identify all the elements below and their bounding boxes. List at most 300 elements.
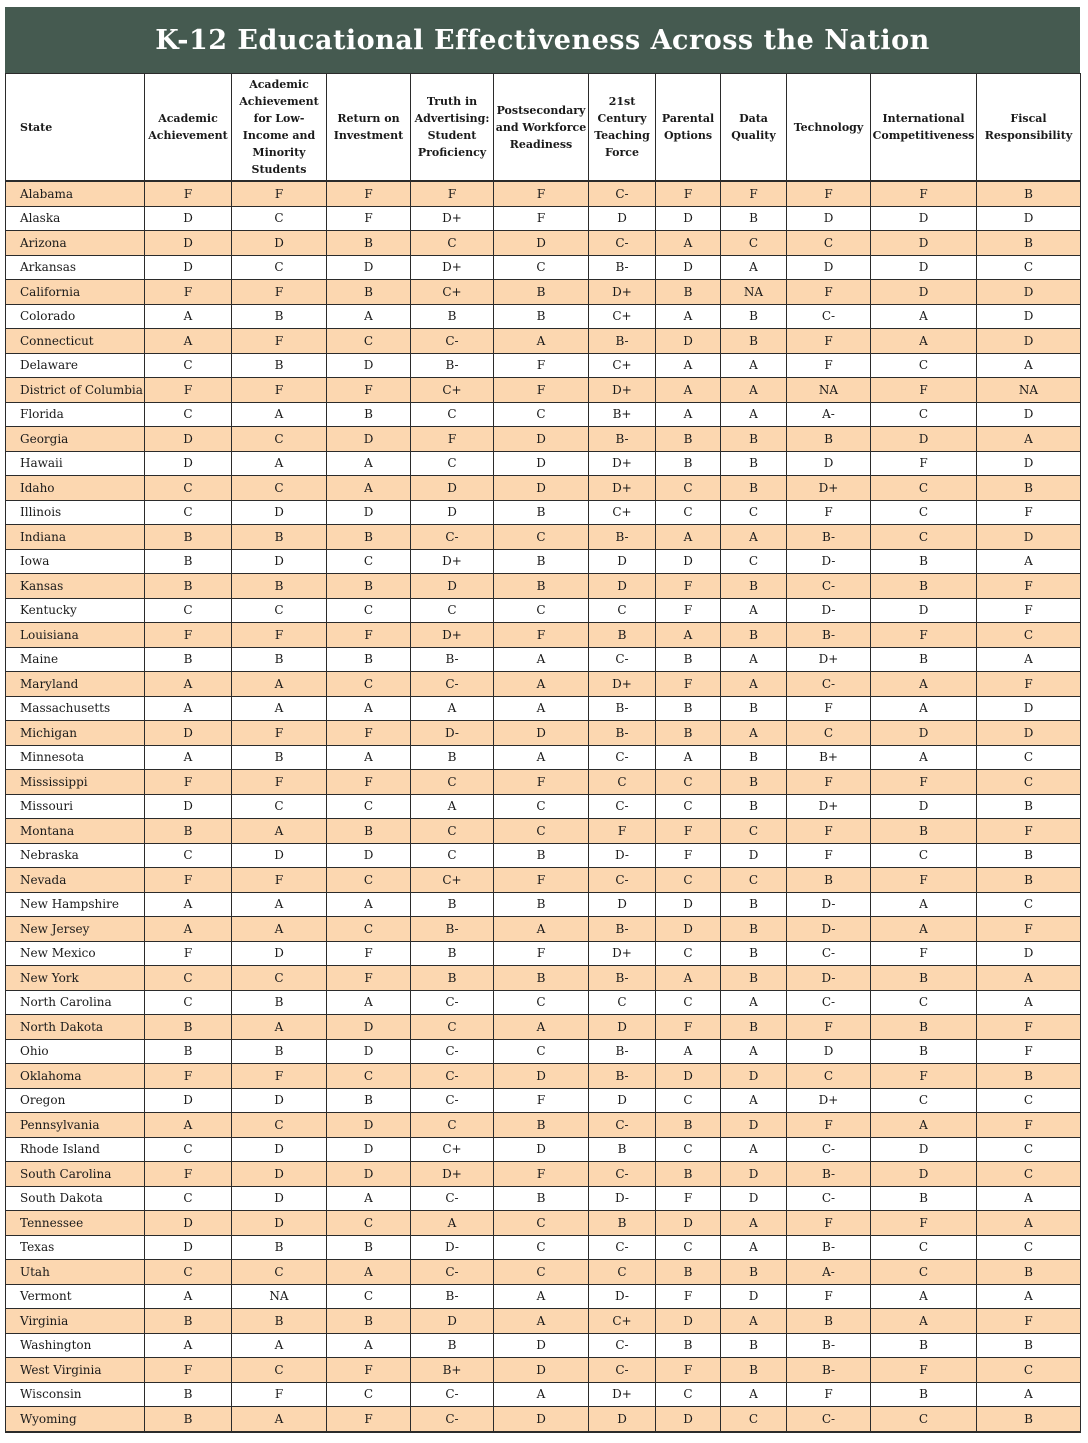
grade-cell: C- [787, 1186, 871, 1211]
grade-cell: F [977, 1015, 1081, 1040]
grade-cell: D [871, 1162, 977, 1187]
grade-cell: C- [589, 1358, 656, 1383]
state-name-cell: Arkansas [6, 255, 145, 280]
table-row [6, 819, 1081, 844]
table-row [6, 1284, 1081, 1309]
state-name-cell: New York [6, 966, 145, 991]
grade-cell: C [656, 941, 721, 966]
state-name-cell: Minnesota [6, 745, 145, 770]
grade-cell: A [721, 1137, 787, 1162]
grade-cell: A [232, 917, 327, 942]
grade-cell: B [977, 1333, 1081, 1358]
grade-cell: A [656, 525, 721, 550]
grade-cell: B [721, 329, 787, 354]
grade-cell: F [327, 378, 411, 403]
state-name-cell: Mississippi [6, 770, 145, 795]
grade-cell: C [977, 892, 1081, 917]
grade-cell: C [232, 206, 327, 231]
grade-cell: C- [589, 1162, 656, 1187]
grade-cell: C- [411, 525, 494, 550]
grade-cell: B [232, 990, 327, 1015]
grade-cell: F [977, 598, 1081, 623]
grade-cell: A [977, 1284, 1081, 1309]
grade-cell: F [787, 1211, 871, 1236]
grade-cell: D [232, 500, 327, 525]
grade-cell: F [145, 623, 232, 648]
grade-cell: C [145, 990, 232, 1015]
grade-cell: D [327, 1015, 411, 1040]
grade-cell: C [787, 1064, 871, 1089]
grade-cell: D [411, 574, 494, 599]
grade-cell: A [656, 623, 721, 648]
grade-cell: C [656, 868, 721, 893]
grade-cell: C [589, 990, 656, 1015]
grade-cell: D [656, 1309, 721, 1334]
table-row [6, 696, 1081, 721]
table-row [6, 868, 1081, 893]
grade-cell: B+ [589, 402, 656, 427]
grade-cell: D+ [411, 1162, 494, 1187]
grade-cell: B [977, 843, 1081, 868]
grade-cell: C [494, 1211, 589, 1236]
grade-cell: B [977, 1407, 1081, 1432]
grade-cell: C [494, 402, 589, 427]
grade-cell: F [787, 770, 871, 795]
grade-cell: C [871, 525, 977, 550]
grade-cell: D [589, 1015, 656, 1040]
grade-cell: C- [411, 1039, 494, 1064]
grade-cell: B [589, 623, 656, 648]
state-name-cell: Texas [6, 1235, 145, 1260]
state-name-cell: Hawaii [6, 451, 145, 476]
grade-cell: B [494, 500, 589, 525]
grade-cell: C- [787, 574, 871, 599]
grade-cell: D+ [411, 623, 494, 648]
grade-cell: C [721, 231, 787, 256]
grade-cell: D [977, 206, 1081, 231]
grade-cell: C [871, 1407, 977, 1432]
state-name-cell: Tennessee [6, 1211, 145, 1236]
grade-cell: F [327, 770, 411, 795]
state-name-cell: Virginia [6, 1309, 145, 1334]
grade-cell: A [327, 892, 411, 917]
grade-cell: C [656, 1382, 721, 1407]
grade-cell: A [656, 1039, 721, 1064]
grade-cell: C [656, 1088, 721, 1113]
grade-cell: C [327, 598, 411, 623]
grade-cell: C [232, 427, 327, 452]
grade-cell: C [656, 1235, 721, 1260]
grade-cell: A [145, 917, 232, 942]
grade-cell: D [327, 1113, 411, 1138]
grade-cell: NA [721, 280, 787, 305]
grade-cell: D [327, 1039, 411, 1064]
grade-cell: C [232, 966, 327, 991]
grade-cell: F [656, 819, 721, 844]
grade-cell: A [145, 1284, 232, 1309]
grade-cell: D [656, 549, 721, 574]
grade-cell: A [721, 1309, 787, 1334]
grade-cell: C [145, 476, 232, 501]
grade-cell: C [977, 1137, 1081, 1162]
grade-cell: B [871, 1382, 977, 1407]
grade-cell: C [656, 1137, 721, 1162]
grade-cell: D [787, 255, 871, 280]
grade-cell: A [977, 647, 1081, 672]
grade-cell: B [494, 1186, 589, 1211]
grade-cell: B- [589, 917, 656, 942]
grade-cell: D [977, 329, 1081, 354]
grade-cell: A [145, 329, 232, 354]
grade-cell: C- [411, 329, 494, 354]
grade-cell: A [411, 1211, 494, 1236]
grade-cell: C- [589, 1333, 656, 1358]
grade-cell: D [411, 500, 494, 525]
grade-cell: B [977, 231, 1081, 256]
grade-cell: D [494, 1064, 589, 1089]
grade-cell: A [721, 1235, 787, 1260]
grade-cell: A [871, 696, 977, 721]
grade-cell: C [977, 255, 1081, 280]
grade-cell: D [589, 1407, 656, 1432]
grade-cell: C+ [589, 1309, 656, 1334]
grade-cell: NA [977, 378, 1081, 403]
grade-cell: F [494, 353, 589, 378]
grade-cell: B [721, 1260, 787, 1285]
table-header [6, 74, 1081, 182]
grade-cell: F [232, 721, 327, 746]
state-name-cell: Wisconsin [6, 1382, 145, 1407]
grade-cell: B [589, 1137, 656, 1162]
grade-cell: C [411, 598, 494, 623]
grade-cell: B [977, 1260, 1081, 1285]
grade-cell: C [411, 819, 494, 844]
grade-cell: B [656, 647, 721, 672]
grade-cell: B [656, 280, 721, 305]
grade-cell: D [327, 255, 411, 280]
state-name-cell: Indiana [6, 525, 145, 550]
grade-cell: D [232, 1088, 327, 1113]
grade-cell: C- [787, 990, 871, 1015]
grade-cell: B [494, 966, 589, 991]
grade-cell: B [494, 549, 589, 574]
grade-cell: D [232, 231, 327, 256]
grade-cell: F [871, 1211, 977, 1236]
grade-cell: B [145, 1015, 232, 1040]
table-row [6, 623, 1081, 648]
grade-cell: C [977, 1358, 1081, 1383]
grade-cell: F [494, 770, 589, 795]
grade-cell: F [232, 181, 327, 206]
grade-cell: NA [232, 1284, 327, 1309]
grade-cell: D- [787, 966, 871, 991]
grade-cell: C- [589, 231, 656, 256]
state-name-cell: Ohio [6, 1039, 145, 1064]
grade-cell: D- [787, 917, 871, 942]
grade-cell: B [721, 623, 787, 648]
grade-cell: D [977, 721, 1081, 746]
grade-cell: C [145, 1137, 232, 1162]
grade-cell: C+ [411, 280, 494, 305]
grade-cell: B [411, 304, 494, 329]
grade-cell: A [721, 402, 787, 427]
grade-cell: B [977, 868, 1081, 893]
table-row [6, 745, 1081, 770]
grade-cell: F [787, 181, 871, 206]
table-row [6, 843, 1081, 868]
grade-cell: D [411, 1309, 494, 1334]
grade-cell: D+ [787, 647, 871, 672]
grade-cell: C- [411, 1260, 494, 1285]
grade-cell: D [656, 892, 721, 917]
grade-cell: F [787, 1015, 871, 1040]
grade-cell: F [145, 181, 232, 206]
grade-cell: B- [589, 696, 656, 721]
grade-cell: F [656, 574, 721, 599]
grade-cell: C [494, 794, 589, 819]
grade-cell: B [721, 451, 787, 476]
grade-cell: D [871, 427, 977, 452]
table-row [6, 1358, 1081, 1383]
grade-cell: C [977, 1235, 1081, 1260]
grade-cell: A [721, 1039, 787, 1064]
grade-cell: C [494, 525, 589, 550]
grade-cell: F [145, 868, 232, 893]
grade-cell: D [494, 1407, 589, 1432]
grade-cell: F [232, 1382, 327, 1407]
grade-cell: B [232, 304, 327, 329]
state-name-cell: California [6, 280, 145, 305]
grade-cell: D+ [589, 378, 656, 403]
grade-cell: A [871, 1309, 977, 1334]
grade-cell: D- [787, 549, 871, 574]
grade-cell: C [494, 1039, 589, 1064]
grade-cell: D [656, 206, 721, 231]
grade-cell: C [232, 1113, 327, 1138]
table-row [6, 1064, 1081, 1089]
grade-cell: C [721, 868, 787, 893]
grade-cell: B [721, 794, 787, 819]
grade-cell: A [494, 696, 589, 721]
grade-cell: F [145, 770, 232, 795]
header-row [6, 74, 1081, 182]
table-row [6, 770, 1081, 795]
grade-cell: D [721, 843, 787, 868]
grade-cell: F [656, 1186, 721, 1211]
grade-cell: F [871, 181, 977, 206]
grade-cell: D [656, 1064, 721, 1089]
grade-cell: A [327, 745, 411, 770]
grade-cell: D [656, 329, 721, 354]
grade-cell: D [327, 843, 411, 868]
grades-table [5, 73, 1081, 1433]
grade-cell: A [871, 1113, 977, 1138]
grade-cell: A [977, 427, 1081, 452]
table-row [6, 794, 1081, 819]
grade-cell: D [145, 231, 232, 256]
grade-cell: F [871, 623, 977, 648]
grade-cell: C- [589, 1235, 656, 1260]
grade-cell: D [232, 1186, 327, 1211]
grade-cell: D+ [411, 549, 494, 574]
grade-cell: F [145, 1064, 232, 1089]
table-row [6, 1015, 1081, 1040]
grade-cell: F [721, 181, 787, 206]
grade-cell: A [721, 990, 787, 1015]
table-row [6, 353, 1081, 378]
grade-cell: C- [411, 1088, 494, 1113]
grade-cell: C [232, 476, 327, 501]
grade-cell: B [232, 353, 327, 378]
grade-cell: F [145, 280, 232, 305]
grade-cell: B [787, 1309, 871, 1334]
table-row [6, 402, 1081, 427]
grade-cell: B [721, 770, 787, 795]
grade-cell: D+ [589, 1382, 656, 1407]
state-name-cell: Rhode Island [6, 1137, 145, 1162]
grade-cell: B [721, 941, 787, 966]
table-row [6, 647, 1081, 672]
state-name-cell: Arizona [6, 231, 145, 256]
grade-cell: A [232, 451, 327, 476]
grade-cell: B [232, 1039, 327, 1064]
table-row [6, 1137, 1081, 1162]
grade-cell: A [977, 1211, 1081, 1236]
grade-cell: C- [589, 868, 656, 893]
grade-cell: B [721, 892, 787, 917]
grade-cell: C [411, 451, 494, 476]
grade-cell: D [721, 1064, 787, 1089]
grade-cell: A [721, 378, 787, 403]
grade-cell: F [327, 181, 411, 206]
grade-cell: D [589, 574, 656, 599]
grade-cell: C [721, 1407, 787, 1432]
grade-cell: B [145, 1382, 232, 1407]
grade-cell: A [494, 647, 589, 672]
grade-cell: C [871, 500, 977, 525]
grade-cell: A [494, 745, 589, 770]
grade-cell: B [232, 745, 327, 770]
grade-cell: D [232, 1211, 327, 1236]
table-row [6, 966, 1081, 991]
column-header: Technology [787, 74, 871, 182]
grade-cell: A [721, 598, 787, 623]
state-name-cell: Utah [6, 1260, 145, 1285]
table-row [6, 1211, 1081, 1236]
grade-cell: C [787, 721, 871, 746]
grade-cell: C [721, 549, 787, 574]
grade-cell: A [977, 1186, 1081, 1211]
grade-cell: D [871, 721, 977, 746]
grade-cell: A [494, 1284, 589, 1309]
grade-cell: C [327, 1284, 411, 1309]
grade-cell: B [656, 696, 721, 721]
state-name-cell: Oregon [6, 1088, 145, 1113]
state-name-cell: New Mexico [6, 941, 145, 966]
grade-cell: F [977, 1039, 1081, 1064]
grade-cell: F [656, 181, 721, 206]
grade-cell: A- [787, 1260, 871, 1285]
table-row [6, 549, 1081, 574]
column-header: Data Quality [721, 74, 787, 182]
grade-cell: D- [589, 843, 656, 868]
grade-cell: C [145, 1260, 232, 1285]
grade-cell: B [327, 1088, 411, 1113]
grade-cell: B [327, 1235, 411, 1260]
grade-cell: D [494, 231, 589, 256]
grade-cell: F [494, 623, 589, 648]
grade-cell: D [656, 1407, 721, 1432]
grade-cell: A [977, 1382, 1081, 1407]
state-name-cell: Nevada [6, 868, 145, 893]
grade-cell: F [411, 427, 494, 452]
grade-cell: D [977, 304, 1081, 329]
grade-cell: B [656, 427, 721, 452]
grade-cell: A [977, 549, 1081, 574]
grade-cell: B- [787, 1358, 871, 1383]
grade-cell: D [232, 1137, 327, 1162]
grade-cell: F [232, 329, 327, 354]
grade-cell: B [721, 696, 787, 721]
grade-cell: B- [589, 1064, 656, 1089]
grade-cell: D [871, 206, 977, 231]
grade-cell: F [787, 819, 871, 844]
grade-cell: C+ [411, 378, 494, 403]
grade-cell: D [145, 206, 232, 231]
grade-cell: B- [787, 525, 871, 550]
grade-cell: C [327, 917, 411, 942]
grade-cell: B+ [411, 1358, 494, 1383]
grade-cell: C- [411, 1064, 494, 1089]
state-name-cell: Alabama [6, 181, 145, 206]
grade-cell: B- [589, 427, 656, 452]
grade-cell: B [721, 966, 787, 991]
grade-cell: F [327, 1358, 411, 1383]
grade-cell: F [977, 672, 1081, 697]
grade-cell: D+ [589, 280, 656, 305]
grade-cell: F [232, 770, 327, 795]
grade-cell: D [494, 1358, 589, 1383]
grade-cell: B- [589, 525, 656, 550]
state-name-cell: Wyoming [6, 1407, 145, 1432]
grade-cell: C [871, 476, 977, 501]
grade-cell: F [787, 1113, 871, 1138]
column-header: International Competitiveness [871, 74, 977, 182]
state-name-cell: Alaska [6, 206, 145, 231]
grade-cell: C [145, 1186, 232, 1211]
grade-cell: B [656, 451, 721, 476]
grade-cell: B [721, 574, 787, 599]
grade-cell: B [327, 402, 411, 427]
grade-cell: B [871, 966, 977, 991]
grade-cell: C [145, 966, 232, 991]
grade-cell: A [656, 304, 721, 329]
grade-cell: A [721, 353, 787, 378]
grade-cell: D [145, 255, 232, 280]
grade-cell: B [494, 892, 589, 917]
grade-cell: D+ [787, 476, 871, 501]
grade-cell: F [145, 378, 232, 403]
table-row [6, 206, 1081, 231]
grade-cell: D [656, 255, 721, 280]
state-name-cell: Washington [6, 1333, 145, 1358]
grade-cell: F [327, 721, 411, 746]
column-header: Postsecondary and Workforce Readiness [494, 74, 589, 182]
grade-cell: B [327, 574, 411, 599]
grade-cell: B [787, 427, 871, 452]
grade-cell: A [871, 892, 977, 917]
grade-cell: A [232, 1015, 327, 1040]
